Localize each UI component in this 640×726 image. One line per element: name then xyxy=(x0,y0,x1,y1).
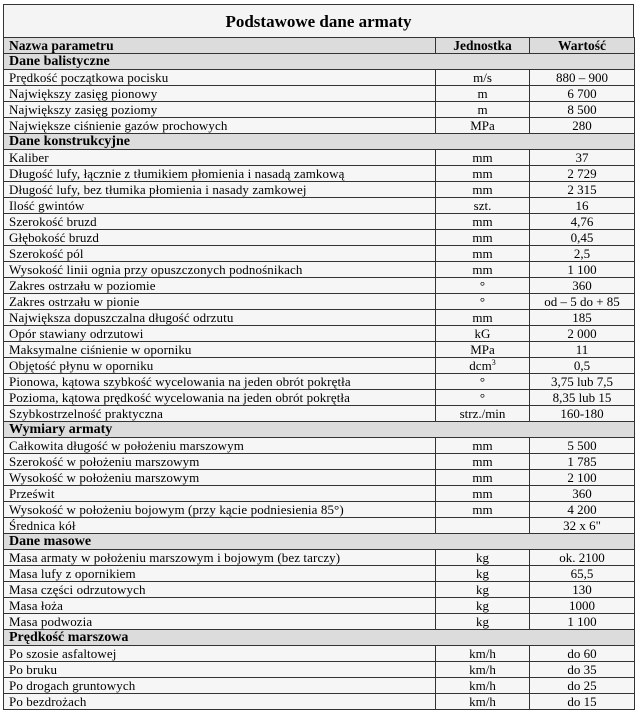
parameter-value: 2 315 xyxy=(530,182,635,198)
parameter-value: do 25 xyxy=(530,678,635,694)
table-row xyxy=(4,70,635,86)
section-row xyxy=(4,422,635,438)
table-row xyxy=(4,678,635,694)
parameter-unit xyxy=(436,518,530,534)
unit-text: ° xyxy=(479,294,486,309)
parameter-unit xyxy=(436,438,530,454)
parameter-unit xyxy=(436,550,530,566)
parameter-value: do 35 xyxy=(530,662,635,678)
parameter-unit xyxy=(436,150,530,166)
table-row xyxy=(4,566,635,582)
parameter-name: Prędkość początkowa pocisku xyxy=(4,70,436,86)
unit-text: strz./min xyxy=(459,406,506,421)
parameter-value: 160-180 xyxy=(530,406,635,422)
parameter-value: 16 xyxy=(530,198,635,214)
unit-text: kg xyxy=(476,566,489,581)
parameter-name: Całkowita długość w położeniu marszowym xyxy=(4,438,436,454)
parameter-unit xyxy=(436,566,530,582)
table-row xyxy=(4,390,635,406)
parameter-value: 2 100 xyxy=(530,470,635,486)
unit-text: mm xyxy=(472,438,493,453)
section-row xyxy=(4,134,635,150)
parameter-value: 1 100 xyxy=(530,614,635,630)
unit-text: km/h xyxy=(469,678,496,693)
parameter-name: Po bezdrożach xyxy=(4,694,436,710)
unit-text: mm xyxy=(472,262,493,277)
table-row xyxy=(4,470,635,486)
parameter-unit xyxy=(436,614,530,630)
parameter-name: Szybkostrzelność praktyczna xyxy=(4,406,436,422)
parameter-value: 65,5 xyxy=(530,566,635,582)
parameter-value: 880 – 900 xyxy=(530,70,635,86)
parameter-name: Po drogach gruntowych xyxy=(4,678,436,694)
parameters-table xyxy=(3,37,635,710)
table-row xyxy=(4,230,635,246)
table-row xyxy=(4,150,635,166)
unit-text: szt. xyxy=(473,198,492,213)
parameter-value: 11 xyxy=(530,342,635,358)
table-row xyxy=(4,166,635,182)
table-row xyxy=(4,662,635,678)
table-row xyxy=(4,86,635,102)
parameter-value: 8,35 lub 15 xyxy=(530,390,635,406)
header-name: Nazwa parametru xyxy=(4,38,436,54)
parameter-unit xyxy=(436,646,530,662)
unit-text: kg xyxy=(476,582,489,597)
section-title: Dane konstrukcyjne xyxy=(4,134,635,150)
parameter-unit xyxy=(436,230,530,246)
section-title: Wymiary armaty xyxy=(4,422,635,438)
unit-superscript: 3 xyxy=(491,358,496,367)
table-row xyxy=(4,582,635,598)
table-row xyxy=(4,374,635,390)
table-row xyxy=(4,214,635,230)
table-row xyxy=(4,358,635,374)
parameter-value: 5 500 xyxy=(530,438,635,454)
parameter-value: 1 785 xyxy=(530,454,635,470)
table-row xyxy=(4,262,635,278)
unit-text: dcm xyxy=(469,358,492,373)
unit-text: km/h xyxy=(469,646,496,661)
unit-text: kg xyxy=(476,550,489,565)
table-row xyxy=(4,294,635,310)
parameter-unit xyxy=(436,694,530,710)
parameter-name: Masa lufy z opornikiem xyxy=(4,566,436,582)
table-row xyxy=(4,246,635,262)
unit-text: mm xyxy=(472,486,493,501)
parameter-name: Po bruku xyxy=(4,662,436,678)
unit-text: km/h xyxy=(469,694,496,709)
section-row xyxy=(4,54,635,70)
parameter-value: 2,5 xyxy=(530,246,635,262)
parameter-unit xyxy=(436,246,530,262)
table-row xyxy=(4,502,635,518)
parameter-unit xyxy=(436,102,530,118)
parameter-value: 37 xyxy=(530,150,635,166)
table-row xyxy=(4,310,635,326)
table-row xyxy=(4,614,635,630)
parameter-value: 1000 xyxy=(530,598,635,614)
parameter-unit xyxy=(436,390,530,406)
parameter-value: 0,5 xyxy=(530,358,635,374)
parameter-name: Największy zasięg pionowy xyxy=(4,86,436,102)
unit-text: kg xyxy=(476,614,489,629)
parameter-value: 32 x 6" xyxy=(530,518,635,534)
table-body xyxy=(4,54,635,710)
parameter-unit xyxy=(436,470,530,486)
header-value: Wartość xyxy=(530,38,635,54)
parameter-unit xyxy=(436,598,530,614)
table-row xyxy=(4,406,635,422)
parameter-unit xyxy=(436,486,530,502)
unit-text: kg xyxy=(476,598,489,613)
parameter-name: Opór stawiany odrzutowi xyxy=(4,326,436,342)
header-unit: Jednostka xyxy=(436,38,530,54)
parameter-name: Szerokość bruzd xyxy=(4,214,436,230)
unit-text: km/h xyxy=(469,662,496,677)
unit-text: ° xyxy=(479,278,486,293)
unit-text: kG xyxy=(474,326,491,341)
parameter-name: Maksymalne ciśnienie w oporniku xyxy=(4,342,436,358)
unit-text: mm xyxy=(472,502,493,517)
parameter-value: 3,75 lub 7,5 xyxy=(530,374,635,390)
parameter-unit xyxy=(436,662,530,678)
unit-text: m/s xyxy=(473,70,492,85)
parameter-unit xyxy=(436,342,530,358)
table-row xyxy=(4,182,635,198)
table-row xyxy=(4,278,635,294)
table-row xyxy=(4,486,635,502)
parameter-unit xyxy=(436,278,530,294)
parameter-name: Prześwit xyxy=(4,486,436,502)
parameter-value: 360 xyxy=(530,486,635,502)
table-row xyxy=(4,646,635,662)
parameter-name: Masa armaty w położeniu marszowym i bojowym (bez tarczy) xyxy=(4,550,436,566)
parameter-value: ok. 2100 xyxy=(530,550,635,566)
unit-text: m xyxy=(477,102,488,117)
parameter-value: 2 729 xyxy=(530,166,635,182)
parameter-value: do 15 xyxy=(530,694,635,710)
table-row xyxy=(4,438,635,454)
table-row xyxy=(4,102,635,118)
table-row xyxy=(4,342,635,358)
parameter-unit xyxy=(436,326,530,342)
parameter-value: do 60 xyxy=(530,646,635,662)
unit-text: mm xyxy=(472,454,493,469)
parameter-value: 4 200 xyxy=(530,502,635,518)
parameter-unit xyxy=(436,182,530,198)
parameter-name: Wysokość w położeniu marszowym xyxy=(4,470,436,486)
parameter-unit xyxy=(436,214,530,230)
parameter-name: Masa łoża xyxy=(4,598,436,614)
parameter-unit xyxy=(436,118,530,134)
unit-text: mm xyxy=(472,230,493,245)
parameter-name: Długość lufy, bez tłumika płomienia i nasady zamkowej xyxy=(4,182,436,198)
parameter-name: Szerokość pól xyxy=(4,246,436,262)
parameter-name: Wysokość linii ognia przy opuszczonych podnośnikach xyxy=(4,262,436,278)
unit-text: mm xyxy=(472,214,493,229)
parameter-value: 8 500 xyxy=(530,102,635,118)
parameter-unit xyxy=(436,374,530,390)
unit-text: mm xyxy=(472,470,493,485)
parameter-name: Objętość płynu w oporniku xyxy=(4,358,436,374)
parameter-unit xyxy=(436,70,530,86)
parameter-value: 2 000 xyxy=(530,326,635,342)
section-title: Prędkość marszowa xyxy=(4,630,635,646)
parameter-name: Głębokość bruzd xyxy=(4,230,436,246)
unit-text: MPa xyxy=(470,342,495,357)
parameter-unit xyxy=(436,294,530,310)
parameter-value: 360 xyxy=(530,278,635,294)
parameter-name: Szerokość w położeniu marszowym xyxy=(4,454,436,470)
parameter-name: Ilość gwintów xyxy=(4,198,436,214)
table-row xyxy=(4,198,635,214)
parameter-unit xyxy=(436,454,530,470)
parameter-name: Długość lufy, łącznie z tłumikiem płomienia i nasadą zamkową xyxy=(4,166,436,182)
table-row xyxy=(4,454,635,470)
parameter-value: 4,76 xyxy=(530,214,635,230)
parameter-unit xyxy=(436,166,530,182)
parameter-unit xyxy=(436,198,530,214)
parameter-name: Zakres ostrzału w pionie xyxy=(4,294,436,310)
parameter-name: Masa części odrzutowych xyxy=(4,582,436,598)
parameter-value: od – 5 do + 85 xyxy=(530,294,635,310)
parameter-value: 130 xyxy=(530,582,635,598)
unit-text: mm xyxy=(472,182,493,197)
section-title: Dane balistyczne xyxy=(4,54,635,70)
parameter-name: Średnica kół xyxy=(4,518,436,534)
parameter-name: Masa podwozia xyxy=(4,614,436,630)
parameter-unit xyxy=(436,358,530,374)
parameter-unit xyxy=(436,262,530,278)
parameter-unit xyxy=(436,502,530,518)
table-row xyxy=(4,518,635,534)
parameter-unit xyxy=(436,582,530,598)
parameter-name: Największy zasięg poziomy xyxy=(4,102,436,118)
unit-text: MPa xyxy=(470,118,495,133)
parameter-name: Pionowa, kątowa szybkość wycelowania na jeden obrót pokrętła xyxy=(4,374,436,390)
table-title: Podstawowe dane armaty xyxy=(3,4,634,37)
header-row xyxy=(4,38,635,54)
unit-text: mm xyxy=(472,246,493,261)
parameter-name: Największa dopuszczalna długość odrzutu xyxy=(4,310,436,326)
unit-text: ° xyxy=(479,390,486,405)
table-row xyxy=(4,598,635,614)
section-title: Dane masowe xyxy=(4,534,635,550)
unit-text: mm xyxy=(472,150,493,165)
parameter-name: Zakres ostrzału w poziomie xyxy=(4,278,436,294)
table-row xyxy=(4,118,635,134)
parameter-value: 185 xyxy=(530,310,635,326)
table-row xyxy=(4,550,635,566)
table-row xyxy=(4,326,635,342)
parameter-name: Największe ciśnienie gazów prochowych xyxy=(4,118,436,134)
parameter-value: 0,45 xyxy=(530,230,635,246)
parameter-name: Po szosie asfaltowej xyxy=(4,646,436,662)
parameter-name: Kaliber xyxy=(4,150,436,166)
section-row xyxy=(4,534,635,550)
section-row xyxy=(4,630,635,646)
unit-text: m xyxy=(477,86,488,101)
unit-text: ° xyxy=(479,374,486,389)
parameter-name: Wysokość w położeniu bojowym (przy kącie podniesienia 85°) xyxy=(4,502,436,518)
parameter-unit xyxy=(436,678,530,694)
unit-text: mm xyxy=(472,310,493,325)
parameter-value: 1 100 xyxy=(530,262,635,278)
parameter-unit xyxy=(436,86,530,102)
parameter-unit xyxy=(436,310,530,326)
parameter-value: 280 xyxy=(530,118,635,134)
parameter-value: 6 700 xyxy=(530,86,635,102)
parameter-unit xyxy=(436,406,530,422)
parameter-name: Pozioma, kątowa prędkość wycelowania na jeden obrót pokrętła xyxy=(4,390,436,406)
table-row xyxy=(4,694,635,710)
unit-text: mm xyxy=(472,166,493,181)
